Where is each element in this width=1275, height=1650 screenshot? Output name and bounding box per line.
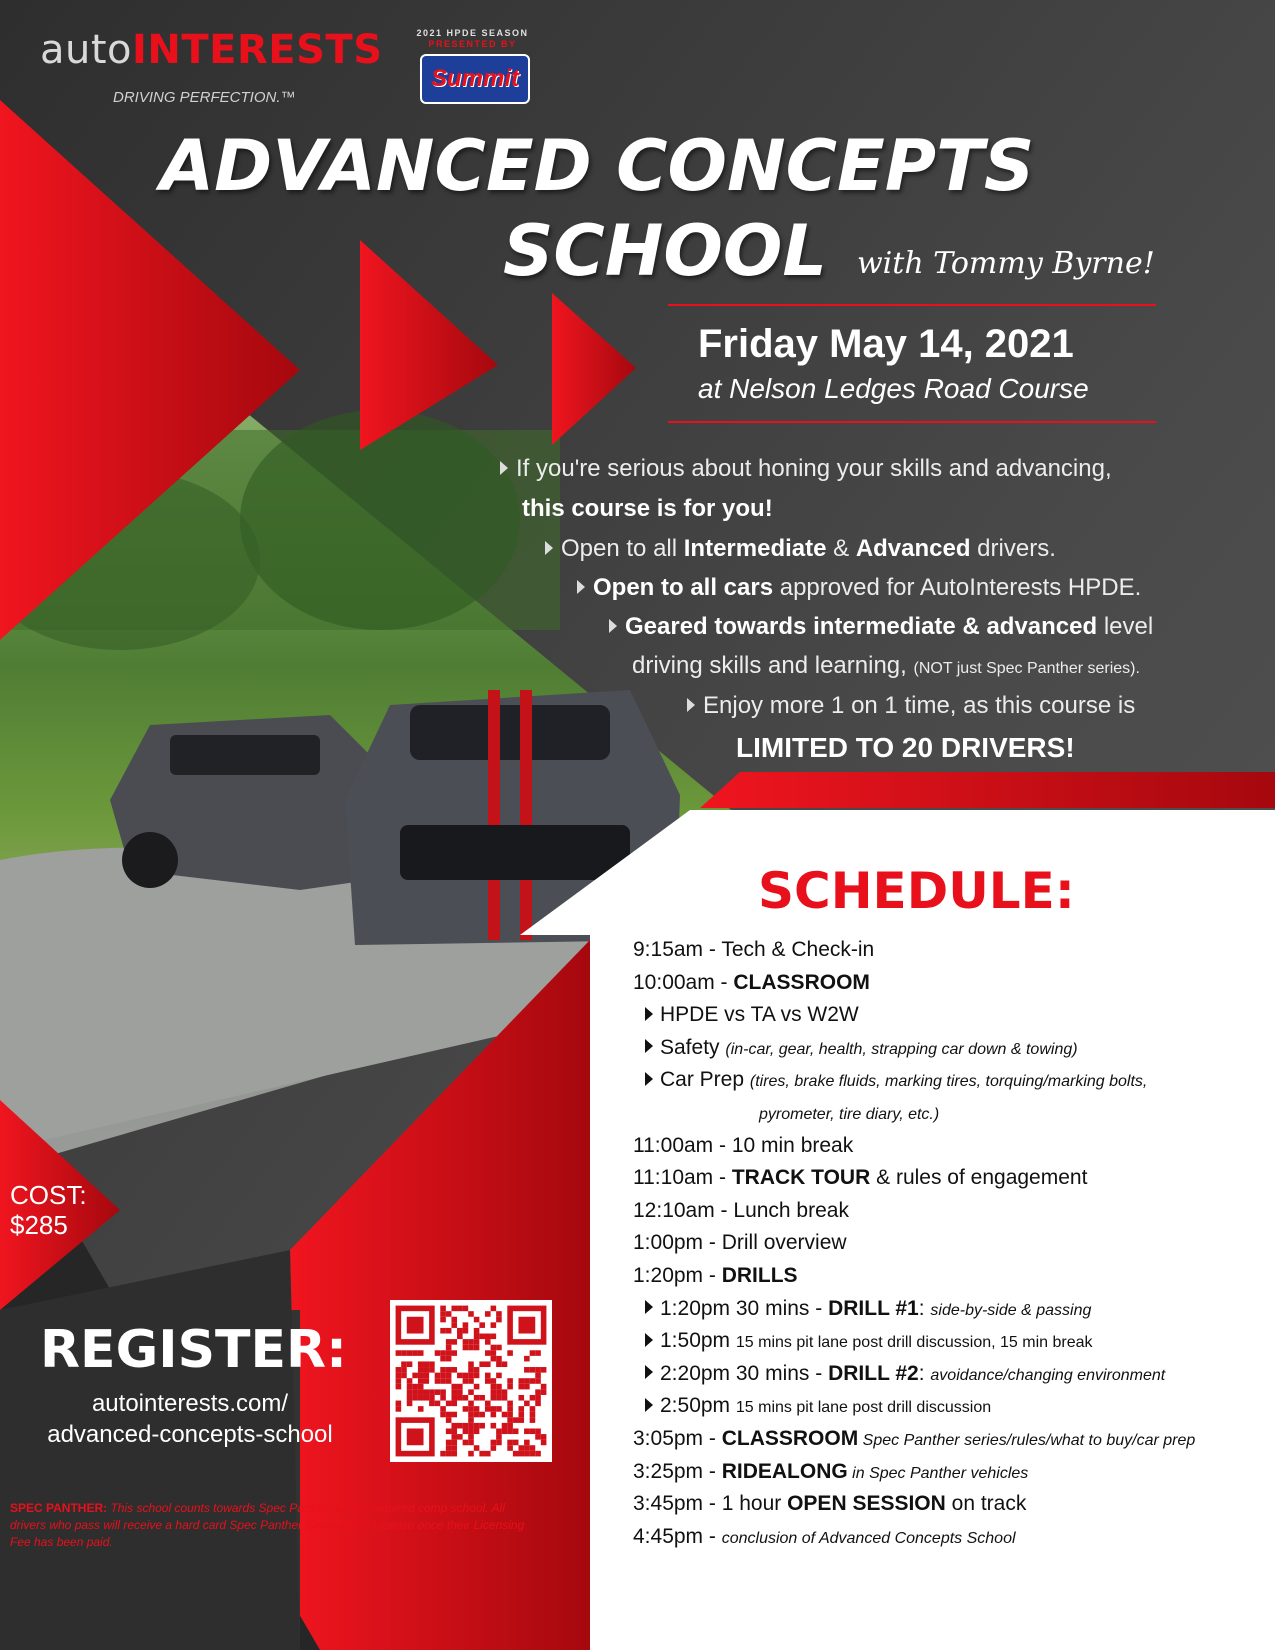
- event-venue: at Nelson Ledges Road Course: [698, 373, 1089, 404]
- camaro-car: [110, 715, 375, 890]
- spec-panther-note: SPEC PANTHER: This school counts towards Spec Panther as the required comp school. All drivers who pass will receive a hard card Spec Panther Competition License once their Licensing Fee has been paid.: [10, 1501, 525, 1549]
- tree-blob: [240, 410, 520, 630]
- schedule-row: 3:25pm - RIDEALONG in Spec Panther vehicles: [633, 1459, 1029, 1483]
- cost-label: COST:: [10, 1180, 87, 1210]
- schedule-row: 11:00am - 10 min break: [633, 1133, 854, 1157]
- triangle-icon: [645, 1365, 653, 1379]
- schedule-row: 12:10am - Lunch break: [633, 1198, 849, 1222]
- triangle-icon: [645, 1007, 653, 1021]
- cost-value: $285: [10, 1210, 68, 1240]
- title-line2: SCHOOL: [503, 210, 827, 292]
- triangle-icon: [645, 1039, 653, 1053]
- triangle-icon: [500, 461, 508, 475]
- schedule-row: Safety (in-car, gear, health, strapping car down & towing): [633, 1032, 1273, 1065]
- schedule-row: 3:05pm - CLASSROOM Spec Panther series/rules/what to buy/car prep: [633, 1426, 1196, 1450]
- divider-bottom: [668, 421, 1156, 423]
- title-line1: ADVANCED CONCEPTS: [160, 125, 1035, 207]
- schedule-row: Car Prep (tires, brake fluids, marking tires, torquing/marking bolts,: [633, 1064, 1273, 1097]
- red-bar-top: [700, 772, 1275, 808]
- schedule-row: 1:00pm - Drill overview: [633, 1231, 847, 1255]
- bullet-1: If you're serious about honing your skills and advancing,: [500, 454, 1112, 484]
- triangle-icon: [545, 541, 553, 555]
- schedule-row: 1:20pm 30 mins - DRILL #1: side-by-side & passing: [633, 1293, 1273, 1326]
- logo-tagline: DRIVING PERFECTION.™: [113, 89, 296, 106]
- cost-block: [10, 1180, 87, 1240]
- bullet-3: Open to all cars approved for AutoInterests HPDE.: [577, 573, 1141, 603]
- schedule-row: 4:45pm - conclusion of Advanced Concepts School: [633, 1524, 1016, 1548]
- bullet-4: Geared towards intermediate & advanced level: [609, 612, 1153, 642]
- bullet-5: Enjoy more 1 on 1 time, as this course is: [687, 691, 1135, 721]
- season-line1: 2021 HPDE SEASON: [416, 28, 529, 38]
- register-title: REGISTER:: [40, 1320, 347, 1380]
- qr-code[interactable]: [390, 1300, 552, 1462]
- triangle-icon: [687, 698, 695, 712]
- triangle-icon: [645, 1300, 653, 1314]
- schedule-row: HPDE vs TA vs W2W: [633, 999, 1273, 1032]
- limited-notice: LIMITED TO 20 DRIVERS!: [736, 732, 1075, 763]
- schedule-row: pyrometer, tire diary, etc.): [759, 1105, 940, 1123]
- schedule-row: 9:15am - Tech & Check-in: [633, 938, 875, 961]
- triangle-icon: [577, 580, 585, 594]
- schedule-row: 1:50pm 15 mins pit lane post drill discussion, 15 min break: [633, 1325, 1273, 1358]
- schedule-row: 3:45pm - 1 hour OPEN SESSION on track: [633, 1492, 1027, 1516]
- title-with: with Tommy Byrne!: [857, 246, 1155, 281]
- summit-logo: Summit: [420, 54, 530, 104]
- dark-shape-left: [0, 1250, 300, 1650]
- bullet-4-cont: driving skills and learning, (NOT just Spec Panther series).: [632, 652, 1140, 679]
- season-label: [410, 28, 535, 50]
- bullet-1-cont: this course is for you!: [522, 495, 773, 522]
- triangle-icon: [645, 1072, 653, 1086]
- triangle-icon: [645, 1333, 653, 1347]
- qr-code-graphic: [390, 1300, 552, 1462]
- triangle-icon: [609, 619, 617, 633]
- bullet-2: Open to all Intermediate & Advanced drivers.: [545, 534, 1056, 564]
- autointerests-logo: autoINTERESTS: [40, 27, 383, 73]
- divider-top: [668, 304, 1156, 306]
- schedule-row: 2:20pm 30 mins - DRILL #2: avoidance/changing environment: [633, 1358, 1273, 1391]
- season-line2: PRESENTED BY: [428, 39, 517, 49]
- schedule-row: 2:50pm 15 mins pit lane post drill discussion: [633, 1390, 1273, 1423]
- schedule-row: 11:10am - TRACK TOUR & rules of engagement: [633, 1166, 1088, 1190]
- schedule-row: 10:00am - CLASSROOM: [633, 970, 870, 994]
- register-url[interactable]: autointerests.com/ advanced-concepts-school: [47, 1390, 333, 1448]
- triangle-icon: [645, 1398, 653, 1412]
- event-date: Friday May 14, 2021: [698, 322, 1074, 366]
- schedule-title: SCHEDULE:: [758, 862, 1075, 920]
- schedule-list: [633, 934, 1273, 1553]
- schedule-row: 1:20pm - DRILLS: [633, 1263, 798, 1287]
